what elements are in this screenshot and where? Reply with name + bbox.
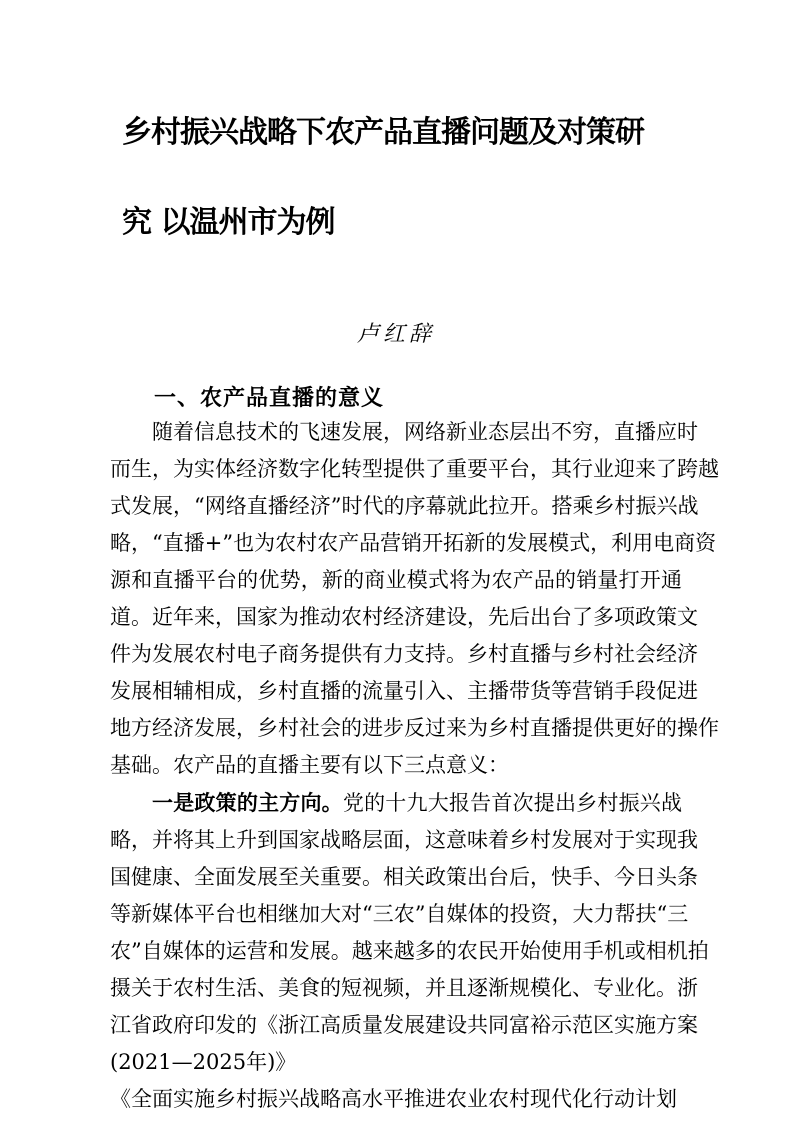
document-body xyxy=(110,414,719,1118)
text-line: 摄关于农村生活、美食的短视频，并且逐渐规模化、专业化。浙 xyxy=(110,976,698,1001)
text-line: 发展相辅相成，乡村直播的流量引入、主播带货等营销手段促进 xyxy=(110,679,698,704)
text-line: 件为发展农村电子商务提供有力支持。乡村直播与乡村社会经济 xyxy=(110,642,698,667)
title-line-1: 乡村振兴战略下农产品直播问题及对策研 xyxy=(122,115,644,150)
text-line xyxy=(110,784,682,822)
paragraph-3 xyxy=(110,1081,682,1118)
document-title xyxy=(122,88,682,268)
text-line: 随着信息技术的飞速发展，网络新业态层出不穷，直播应时 xyxy=(152,420,698,445)
text-line: 等新媒体平台也相继加大对“三农”自媒体的投资，大力帮扶“三 xyxy=(110,902,689,927)
paragraph-lead-bold: 一是政策的主方向。 xyxy=(152,790,343,816)
paragraph-2-continued xyxy=(110,822,709,1081)
section-heading: 一、农产品直播的意义 xyxy=(154,386,385,411)
text-line: 基础。农产品的直播主要有以下三点意义： xyxy=(110,753,509,778)
paragraph-1 xyxy=(110,414,719,784)
text-line: 国健康、全面发展至关重要。相关政策出台后，快手、今日头条 xyxy=(110,865,698,890)
text-line: (2021—2025年)》 xyxy=(110,1050,297,1075)
paragraph-lead-rest: 党的十九大报告首次提出乡村振兴战 xyxy=(342,791,682,816)
paragraph-2 xyxy=(110,784,709,1081)
text-line: 略，“直播+”也为农村农产品营销开拓新的发展模式，利用电商资 xyxy=(110,531,717,556)
author-name: 卢红辞 xyxy=(356,322,435,347)
text-line: 《全面实施乡村振兴战略高水平推进农业农村现代化行动计划 xyxy=(110,1087,677,1112)
text-line: 农”自媒体的运营和发展。越来越多的农民开始使用手机或相机拍 xyxy=(110,939,709,964)
text-line: 江省政府印发的《浙江高质量发展建设共同富裕示范区实施方案 xyxy=(110,1013,698,1038)
text-line: 地方经济发展，乡村社会的进步反过来为乡村直播提供更好的操作 xyxy=(110,716,719,741)
title-line-2: 究 以温州市为例 xyxy=(122,205,335,240)
text-line: 而生，为实体经济数字化转型提供了重要平台，其行业迎来了跨越 xyxy=(110,457,719,482)
text-line: 道。近年来，国家为推动农村经济建设，先后出台了多项政策文 xyxy=(110,605,698,630)
text-line: 源和直播平台的优势，新的商业模式将为农产品的销量打开通 xyxy=(110,568,682,593)
text-line: 式发展，“网络直播经济”时代的序幕就此拉开。搭乘乡村振兴战 xyxy=(110,494,699,519)
text-line: 略，并将其上升到国家战略层面，这意味着乡村发展对于实现我 xyxy=(110,828,698,853)
